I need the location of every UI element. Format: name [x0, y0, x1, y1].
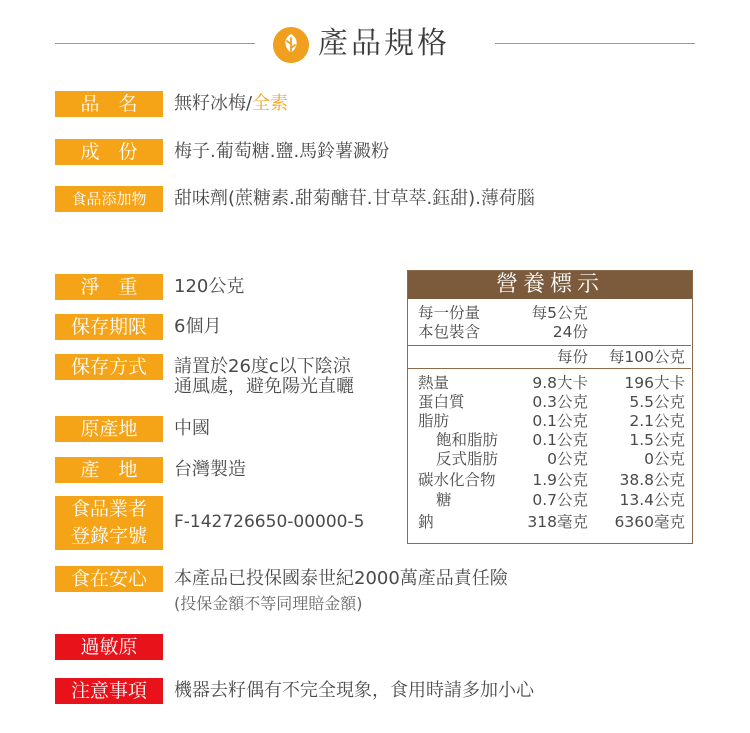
value-net-weight: 120公克	[174, 276, 245, 297]
nutrient-per-100g: 2.1公克	[629, 412, 685, 430]
nutrient-per-serving: 0.1公克	[532, 412, 588, 430]
label-origin: 原產地	[55, 416, 163, 442]
label-registration-line1: 食品業者	[70, 498, 147, 520]
label-ingredients: 成 份	[55, 139, 163, 165]
nutrient-per-100g: 0公克	[644, 450, 685, 468]
label-storage: 保存方式	[55, 354, 163, 380]
nutrient-name: 碳水化合物	[418, 471, 496, 489]
value-caution: 機器去籽偶有不完全現象，食用時請多加小心	[174, 680, 534, 701]
label-allergen: 過敏原	[55, 634, 163, 660]
label-registration	[55, 496, 163, 550]
nutrient-name: 脂肪	[418, 412, 450, 430]
label-shelf-life: 保存期限	[55, 314, 163, 340]
label-product-name: 品 名	[55, 91, 163, 117]
nutrient-per-100g: 1.5公克	[629, 431, 685, 449]
nutrient-per-serving: 0.1公克	[532, 431, 588, 449]
nutrient-per-100g: 5.5公克	[629, 393, 685, 411]
col-per-100g: 每100公克	[608, 348, 685, 366]
nutrient-name: 反式脂肪	[436, 450, 499, 468]
value-registration: F-142726650-00000-5	[174, 512, 365, 532]
value-insurance: 本產品已投保國泰世紀2000萬產品責任險	[174, 568, 508, 589]
value-product-name: 無籽冰梅/全素	[174, 93, 289, 114]
nutrient-per-100g: 196大卡	[624, 374, 685, 392]
nutrient-per-serving: 0公克	[547, 450, 588, 468]
label-additives: 食品添加物	[55, 186, 163, 212]
serving-value: 每5公克	[531, 304, 588, 322]
nutrient-name: 飽和脂肪	[436, 431, 499, 449]
insurance-note: (投保金額不等同理賠金額)	[174, 594, 363, 613]
value-ingredients: 梅子.葡萄糖.鹽.馬鈴薯澱粉	[174, 141, 390, 162]
label-registration-line2: 登錄字號	[70, 525, 147, 547]
nutrient-per-100g: 38.8公克	[619, 471, 685, 489]
nutrient-per-serving: 9.8大卡	[532, 374, 588, 392]
label-caution: 注意事項	[55, 678, 163, 704]
nutrition-divider	[408, 368, 691, 369]
nutrient-name: 蛋白質	[418, 393, 465, 411]
nutrient-per-serving: 0.7公克	[532, 491, 588, 509]
serving-label: 每一份量	[418, 304, 481, 322]
value-additives: 甜味劑(蔗糖素.甜菊醣苷.甘草萃.鈺甜).薄荷腦	[174, 188, 535, 209]
label-insurance: 食在安心	[55, 566, 163, 592]
label-producer: 產 地	[55, 457, 163, 483]
nutrient-per-serving: 0.3公克	[532, 393, 588, 411]
nutrition-panel	[407, 270, 693, 544]
nutrition-title: 營養標示	[408, 271, 692, 299]
nutrient-per-serving: 1.9公克	[532, 471, 588, 489]
value-producer: 台灣製造	[174, 459, 246, 480]
nutrient-per-100g: 13.4公克	[619, 491, 685, 509]
nutrient-name: 糖	[436, 491, 452, 509]
nutrient-per-100g: 6360毫克	[614, 513, 685, 531]
page-title: 產品規格	[318, 26, 450, 61]
value-storage-line1: 請置於26度c以下陰涼	[174, 356, 351, 377]
leaf-icon	[273, 27, 309, 63]
title-bar	[0, 24, 750, 64]
nutrient-per-serving: 318毫克	[527, 513, 588, 531]
nutrient-name: 熱量	[418, 374, 450, 392]
value-shelf-life: 6個月	[174, 316, 222, 337]
title-divider-right	[495, 43, 695, 44]
value-origin: 中國	[174, 418, 210, 439]
col-per-serving: 每份	[556, 348, 588, 366]
nutrition-divider	[408, 345, 691, 346]
nutrient-name: 鈉	[418, 513, 434, 531]
label-net-weight: 淨 重	[55, 274, 163, 300]
servings-label: 本包裝含	[418, 323, 481, 341]
title-divider-left	[55, 43, 255, 44]
value-storage-line2: 通風處，避免陽光直曬	[174, 376, 354, 397]
servings-value: 24份	[552, 323, 588, 341]
vegan-tag: 全素	[252, 93, 289, 114]
